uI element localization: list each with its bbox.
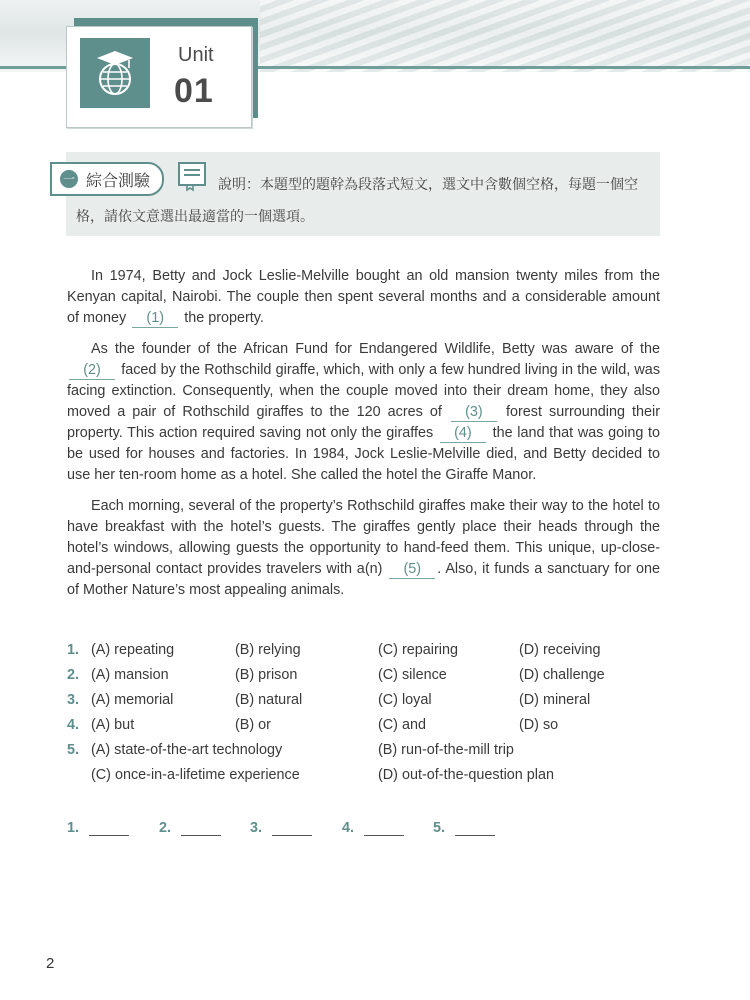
question-row bbox=[67, 642, 660, 667]
instruction-text: 說明：本題型的題幹為段落式短文，選文中含數個空格，每題一個空格，請依文意選出最適當的一個選項。 bbox=[76, 176, 638, 224]
passage-text: . Also, it funds a sanctuary for one of Mother Nature’s most appealing animals. bbox=[67, 561, 661, 598]
answer-line[interactable] bbox=[455, 821, 495, 836]
answer-number: 5. bbox=[433, 820, 446, 836]
option-a: (A) mansion bbox=[91, 667, 169, 683]
option-a: (A) state-of-the-art technology bbox=[91, 742, 283, 758]
question-number: 1. bbox=[67, 642, 80, 658]
reading-passage bbox=[67, 266, 660, 611]
option-b: (B) run-of-the-mill trip bbox=[378, 742, 514, 758]
paragraph-3 bbox=[67, 496, 660, 601]
question-row bbox=[67, 767, 660, 792]
blank-5: (5) bbox=[389, 560, 435, 579]
answer-number: 4. bbox=[342, 820, 355, 836]
option-d: (D) out-of-the-question plan bbox=[378, 767, 554, 783]
blank-3: (3) bbox=[451, 403, 497, 422]
question-row bbox=[67, 717, 660, 742]
unit-label: Unit bbox=[178, 44, 214, 66]
answer-slot-4[interactable] bbox=[342, 820, 404, 836]
question-number: 3. bbox=[67, 692, 80, 708]
option-c: (C) silence bbox=[378, 667, 447, 683]
question-number: 2. bbox=[67, 667, 80, 683]
option-c: (C) once-in-a-lifetime experience bbox=[91, 767, 300, 783]
answer-slot-1[interactable] bbox=[67, 820, 129, 836]
passage-text: In 1974, Betty and Jock Leslie-Melville bought an old mansion twenty miles from the Kenyan capital, Nairobi. The couple then spent several months and a considerable amount of money bbox=[67, 268, 660, 326]
passage-text: the land that was going to be used for houses and factories. In 1984, Jock Leslie-Melville died, and Betty decided to use her ten-room home as a hotel. She called the hotel the Giraffe Manor. bbox=[67, 425, 661, 483]
blank-1: (1) bbox=[132, 309, 178, 328]
option-d: (D) so bbox=[519, 717, 559, 733]
section-title: 綜合測驗 bbox=[86, 172, 151, 190]
question-row bbox=[67, 692, 660, 717]
question-list bbox=[67, 642, 660, 792]
answer-number: 2. bbox=[159, 820, 172, 836]
blank-2: (2) bbox=[69, 361, 115, 380]
option-b: (B) relying bbox=[235, 642, 301, 658]
answer-line[interactable] bbox=[89, 821, 129, 836]
answer-number: 1. bbox=[67, 820, 80, 836]
page-number: 2 bbox=[46, 955, 55, 972]
answer-line[interactable] bbox=[272, 821, 312, 836]
paragraph-2 bbox=[67, 339, 660, 486]
paragraph-1 bbox=[67, 266, 660, 329]
option-a: (A) but bbox=[91, 717, 135, 733]
blank-4: (4) bbox=[440, 424, 486, 443]
question-number: 5. bbox=[67, 742, 80, 758]
option-a: (A) repeating bbox=[91, 642, 175, 658]
answer-line[interactable] bbox=[181, 821, 221, 836]
option-c: (C) loyal bbox=[378, 692, 432, 708]
section-number: 一 bbox=[60, 170, 78, 188]
option-a: (A) memorial bbox=[91, 692, 174, 708]
option-d: (D) challenge bbox=[519, 667, 605, 683]
question-number: 4. bbox=[67, 717, 80, 733]
graduation-globe-icon bbox=[80, 38, 150, 108]
answer-slot-5[interactable] bbox=[433, 820, 495, 836]
option-b: (B) prison bbox=[235, 667, 298, 683]
answer-slot-2[interactable] bbox=[159, 820, 221, 836]
header-texture bbox=[260, 0, 750, 72]
answer-line[interactable] bbox=[364, 821, 404, 836]
passage-text: Each morning, several of the property’s Rothschild giraffes make their way to the hotel to have breakfast with the hotel’s guests. The giraffes gently place their heads through the hotel’s windows, allowing guests the opportunity to hand-feed them. This unique, up-close-and-personal contact provides travelers with a(n) bbox=[67, 498, 660, 577]
unit-number: 01 bbox=[174, 72, 214, 110]
question-row bbox=[67, 667, 660, 692]
question-row bbox=[67, 742, 660, 767]
option-d: (D) mineral bbox=[519, 692, 591, 708]
passage-text: the property. bbox=[184, 310, 264, 326]
answer-slot-3[interactable] bbox=[250, 820, 312, 836]
option-b: (B) natural bbox=[235, 692, 303, 708]
option-c: (C) and bbox=[378, 717, 426, 733]
option-c: (C) repairing bbox=[378, 642, 458, 658]
option-b: (B) or bbox=[235, 717, 271, 733]
passage-text: forest surrounding their property. This action required saving not only the giraffes bbox=[67, 404, 661, 441]
answer-number: 3. bbox=[250, 820, 263, 836]
passage-text: As the founder of the African Fund for Endangered Wildlife, Betty was aware of the bbox=[91, 341, 660, 357]
option-d: (D) receiving bbox=[519, 642, 601, 658]
passage-text: faced by the Rothschild giraffe, which, with only a few hundred living in the wild, was facing extinction. Consequently, when the couple moved into their dream home, they also moved a pair of Rothschild giraffes to the 120 acres of bbox=[67, 362, 661, 420]
